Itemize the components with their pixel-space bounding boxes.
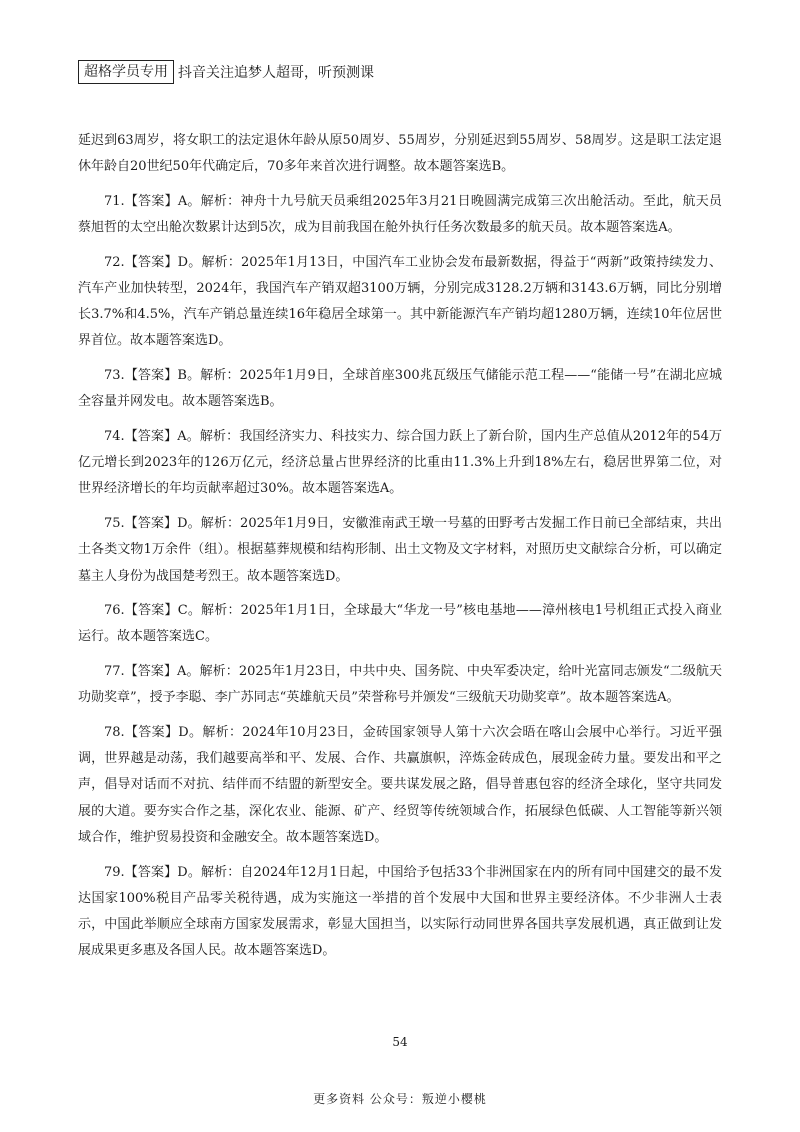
answer-72: 72.【答案】D。解析：2025年1月13日，中国汽车工业协会发布最新数据，得益于“两新”政策持续发力、汽车产业加快转型，2024年，我国汽车产销双超3100万辆，分别完成3128.2万辆和3143.6万辆，同比分别增长3.7%和4.5%，汽车产销总量连续16年稳居全球第一。其中新能源汽车产销均超1280万辆，连续10年位居世界首位。故本题答案选D。 <box>78 254 722 349</box>
answer-71: 71.【答案】A。解析：神舟十九号航天员乘组2025年3月21日晚圆满完成第三次出舱活动。至此，航天员蔡旭哲的太空出舱次数累计达到5次，成为目前我国在舱外执行任务次数最多的航天员。故本题答案选A。 <box>78 193 722 236</box>
answer-73: 73.【答案】B。解析：2025年1月9日，全球首座300兆瓦级压气储能示范工程——“能储一号”在湖北应城全容量并网发电。故本题答案选B。 <box>78 368 722 410</box>
answer-76: 76.【答案】C。解析：2025年1月1日，全球最大“华龙一号”核电基地——漳州核电1号机组正式投入商业运行。故本题答案选C。 <box>78 603 722 645</box>
answer-79: 79.【答案】D。解析：自2024年12月1日起，中国给予包括33个非洲国家在内的所有同中国建交的最不发达国家100%税目产品零关税待遇，成为实施这一举措的首个发展中大国和世界主要经济体。不少非洲人士表示，中国此举顺应全球南方国家发展需求，彰显大国担当，以实际行动同世界各国共享发展机遇，真正做到让发展成果更多惠及各国人民。故本题答案选D。 <box>78 864 722 959</box>
answer-74: 74.【答案】A。解析：我国经济实力、科技实力、综合国力跃上了新台阶，国内生产总值从2012年的54万亿元增长到2023年的126万亿元，经济总量占世界经济的比重由11.3%上升到18%左右，稳居世界第二位，对世界经济增长的年均贡献率超过30%。故本题答案选A。 <box>78 429 722 497</box>
header-badge: 超格学员专用 <box>78 60 174 84</box>
paragraph-continuation: 延迟到63周岁，将女职工的法定退休年龄从原50周岁、55周岁，分别延迟到55周岁、58周岁。这是职工法定退休年龄自20世纪50年代确定后，70多年来首次进行调整。故本题答案选B。 <box>78 133 722 175</box>
answer-75: 75.【答案】D。解析：2025年1月9日，安徽淮南武王墩一号墓的田野考古发掘工作日前已全部结束，共出土各类文物1万余件（组）。根据墓葬规模和结构形制、出土文物及文字材料，对照历史文献综合分析，可以确定墓主人身份为战国楚考烈王。故本题答案选D。 <box>78 516 722 584</box>
header-slogan: 抖音关注追梦人超哥，听预测课 <box>178 65 374 81</box>
document-body <box>78 128 722 973</box>
page-header <box>78 60 374 84</box>
answer-78: 78.【答案】D。解析：2024年10月23日，金砖国家领导人第十六次会晤在喀山会展中心举行。习近平强调，世界越是动荡，我们越要高举和平、发展、合作、共赢旗帜，淬炼金砖成色，展现金砖力量。要发出和平之声，倡导对话而不对抗、结伴而不结盟的新型安全。要共谋发展之路，倡导普惠包容的经济全球化，坚守共同发展的大道。要夯实合作之基，深化农业、能源、矿产、经贸等传统领域合作，拓展绿色低碳、人工智能等新兴领域合作，维护贸易投资和金融安全。故本题答案选D。 <box>78 725 722 845</box>
page-footer: 更多资料 公众号：叛逆小樱桃 <box>313 1092 487 1106</box>
page-number: 54 <box>392 1035 408 1049</box>
answer-77: 77.【答案】A。解析：2025年1月23日，中共中央、国务院、中央军委决定，给叶光富同志颁发“二级航天功勋奖章”，授予李聪、李广苏同志“英雄航天员”荣誉称号并颁发“三级航天功勋奖章”。故本题答案选A。 <box>78 664 722 706</box>
